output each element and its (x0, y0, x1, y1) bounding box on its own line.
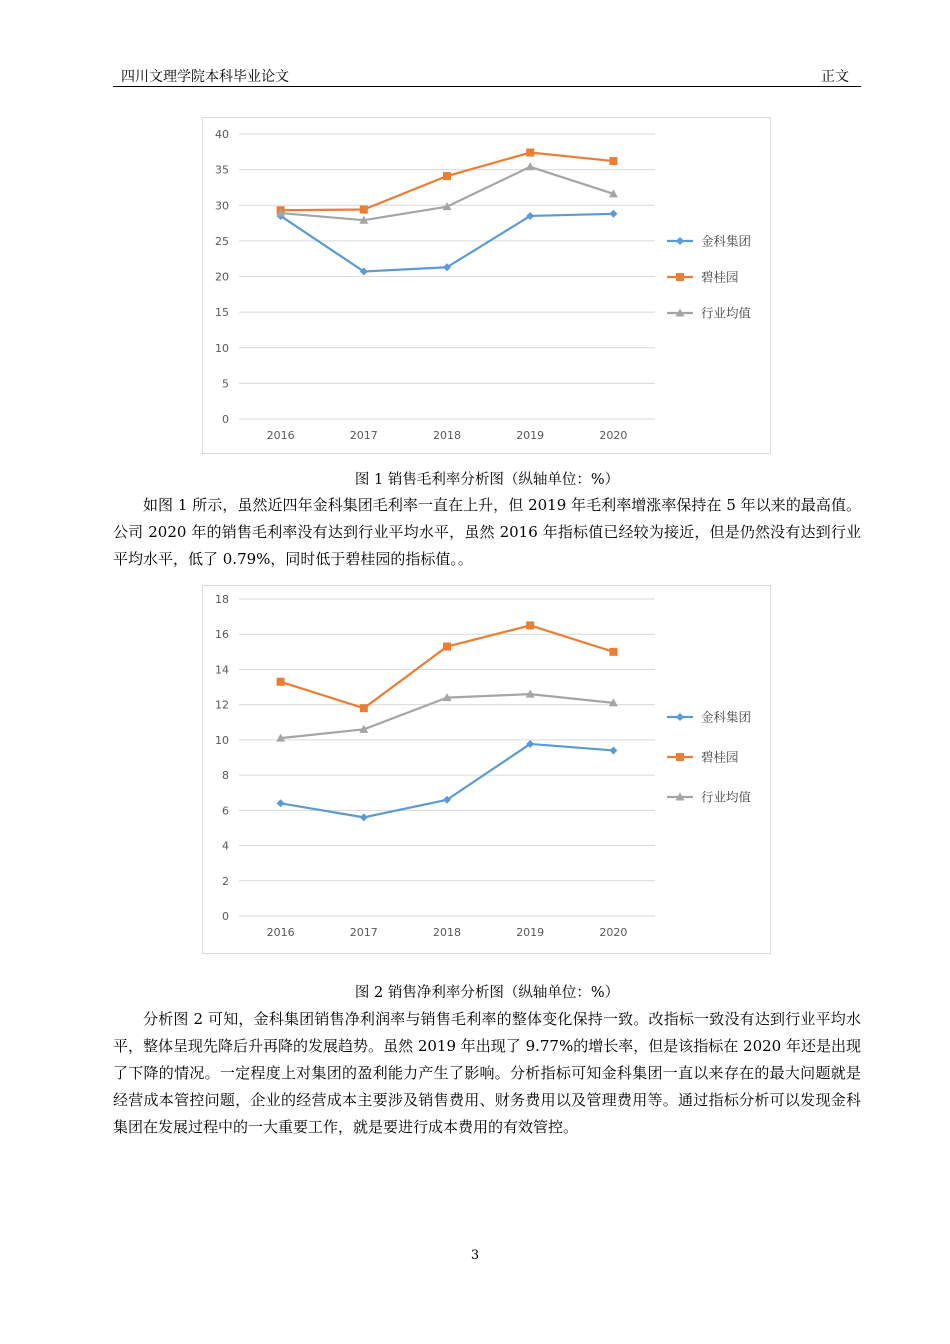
thesis-title-header: 四川文理学院本科毕业论文 (121, 69, 289, 85)
legend-label: 金科集团 (701, 233, 752, 249)
y-tick-label: 10 (215, 733, 229, 747)
legend-label: 碧桂园 (701, 269, 739, 285)
paragraph-2-text: 分析图 2 可知，金科集团销售净利润率与销售毛利率的整体变化保持一致。改指标一致没有达到行业平均水平，整体呈现先降后升再降的发展趋势。虽然 2019 年出现了 9.77%的增长率，但是该指标在 2020 年还是出现了下降的情况。一定程度上对集团的盈利能力产生了影响。分析指标可知金科集团一直以来存在的最大问题就是经营成本管控问题，企业的经营成本主要涉及销售费用、财务费用以及管理费用等。通过指标分析可以发现金科集团在发展过程中的一大重要工作，就是要进行成本费用的有效管控。 (113, 1010, 861, 1136)
legend-label: 金科集团 (701, 709, 752, 725)
figure-1-caption: 图 1 销售毛利率分析图（纵轴单位：%） (354, 472, 620, 488)
x-tick-label: 2016 (266, 926, 295, 939)
data-point (609, 210, 617, 218)
chart-1-gross-margin (203, 118, 770, 453)
page-number: 3 (470, 1248, 480, 1263)
chart-2-box (202, 585, 771, 954)
figure-2-caption: 图 2 销售净利率分析图（纵轴单位：%） (354, 985, 620, 1001)
y-tick-label: 16 (215, 628, 229, 642)
legend-label: 行业均值 (701, 789, 752, 805)
data-point (609, 746, 617, 754)
x-tick-label: 2019 (516, 429, 545, 442)
series-1 (277, 740, 618, 821)
series-line (281, 214, 614, 272)
paragraph-2 (113, 1006, 861, 1141)
x-tick-label: 2018 (433, 429, 461, 442)
data-point (277, 799, 285, 807)
y-tick-label: 0 (222, 910, 229, 923)
x-tick-label: 2017 (349, 926, 378, 939)
y-tick-label: 30 (215, 199, 229, 213)
x-tick-label: 2018 (433, 926, 461, 939)
data-point (443, 172, 451, 180)
legend-marker (676, 273, 684, 281)
series-line (281, 153, 614, 211)
y-tick-label: 12 (215, 698, 229, 712)
y-tick-label: 6 (222, 804, 229, 818)
y-tick-label: 2 (222, 874, 229, 888)
series-1 (277, 210, 618, 276)
x-tick-label: 2017 (349, 429, 378, 442)
y-tick-label: 20 (215, 270, 229, 284)
legend-marker (676, 237, 684, 245)
y-tick-label: 10 (215, 341, 229, 355)
legend-item (667, 710, 751, 725)
y-tick-label: 4 (222, 839, 229, 853)
section-header: 正文 (821, 69, 849, 85)
data-point (609, 648, 617, 656)
legend-label: 碧桂园 (701, 749, 739, 765)
legend-marker (676, 713, 684, 721)
data-point (443, 643, 451, 651)
y-tick-label: 18 (215, 593, 229, 606)
y-tick-label: 25 (215, 234, 229, 248)
y-tick-label: 15 (215, 306, 229, 320)
y-tick-label: 35 (215, 163, 229, 177)
legend-item (667, 234, 751, 249)
y-tick-label: 40 (215, 128, 229, 141)
y-tick-label: 8 (222, 769, 229, 783)
y-tick-label: 5 (222, 377, 229, 391)
page-header (113, 62, 861, 87)
legend-item (667, 790, 752, 805)
data-point (277, 678, 285, 686)
legend-marker (676, 753, 684, 761)
legend-label: 行业均值 (701, 305, 752, 321)
paragraph-1-text: 如图 1 所示，虽然近四年金科集团毛利率一直在上升，但 2019 年毛利率增涨率保持在 5 年以来的最高值。公司 2020 年的销售毛利率没有达到行业平均水平，虽然 2016 年指标值已经较为接近，但是仍然没有达到行业平均水平，低了 0.79%，同时低于碧桂园的指标值。。 (113, 496, 861, 568)
x-tick-label: 2020 (599, 429, 628, 442)
data-point (526, 621, 534, 629)
data-point (526, 162, 535, 170)
data-point (526, 149, 534, 157)
data-point (609, 157, 617, 165)
legend-item (667, 270, 739, 285)
data-point (360, 206, 368, 214)
series-line (281, 744, 614, 817)
chart-2-net-margin (203, 586, 770, 953)
y-tick-label: 0 (222, 413, 229, 426)
chart-1-box (202, 117, 771, 454)
legend-item (667, 306, 752, 321)
legend-item (667, 750, 739, 765)
x-tick-label: 2020 (599, 926, 628, 939)
data-point (360, 813, 368, 821)
y-tick-label: 14 (215, 663, 229, 677)
paragraph-1 (113, 492, 861, 573)
x-tick-label: 2019 (516, 926, 545, 939)
data-point (360, 704, 368, 712)
x-tick-label: 2016 (266, 429, 295, 442)
